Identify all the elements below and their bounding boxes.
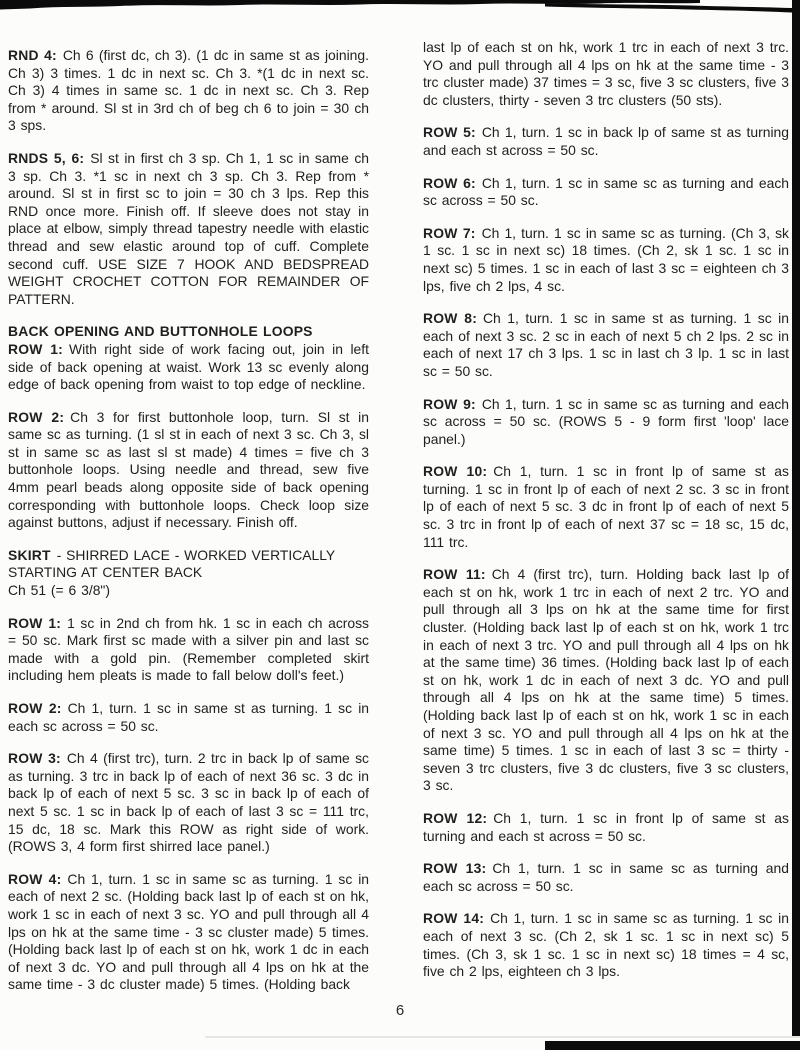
- para-skirt-row14: [423, 910, 789, 980]
- rnds5-6-text: Sl st in first ch 3 sp. Ch 1, 1 sc in same ch 3 sp. Ch 3. *1 sc in next ch 3 sp. Ch 3. Rep from * around. Sl st in first sc to join = 30 ch 3 lps. Rep this RND once more. Finish off. If sleeve does not stay in place at elbow, simply thread tapestry needle with elastic thread and sew elastic around top of cuff. Complete second cuff. USE SIZE 7 HOOK AND BEDSPREAD WEIGHT CROCHET COTTON FOR REMAINDER OF PATTERN.: [8, 149, 369, 307]
- skirt-row4-text: Ch 1, turn. 1 sc in same sc as turning. 1 sc in each of next 2 sc. (Holding back last lp of each st on hk, work 1 sc in each of next 3 sc. YO and pull through all 4 lps on hk at the same time - 3 sc cluster made) 5 times. (Holding back last lp of each st on hk, work 1 dc in each of next 3 dc. YO and pull through all 4 lps on hk at the same time - 3 dc cluster made) 5 times. (Holding back: [8, 870, 370, 993]
- skirt-row1-text: 1 sc in 2nd ch from hk. 1 sc in each ch across = 50 sc. Mark first sc made with a silver pin and last sc made with a gold pin. (Remember completed skirt including hem pleats is made to fall below doll's feet.): [8, 614, 370, 684]
- scan-artifact-right-edge: [792, 0, 800, 1037]
- skirt-row11-text: Ch 4 (first trc), turn. Holding back last lp of each st on hk, work 1 trc in each of next 2 trc. YO and pull through all 3 lps on hk at the same time for first cluster. (Holding back last lp of each st on hk, work 1 trc in each of next 3 trc. YO and pull through all 4 lps on hk at the same time) 36 times. (Holding back last lp of each st on hk, work 1 dc in each of next 3 dc. YO and pull through all 4 lps on hk at the same time) 5 times. (Holding back last lp of each st on hk, work 1 sc in each of next 3 sc. YO and pull through all 4 lps on hk at the same time) 5 times. 1 sc in each of last 3 sc = thirty - seven 3 trc clusters, five 3 dc clusters, five 3 sc clusters, 3 sc.: [423, 566, 790, 794]
- back-row2-label: ROW 2:: [8, 408, 65, 425]
- skirt-row1-label: ROW 1:: [8, 614, 62, 631]
- skirt-row2-text: Ch 1, turn. 1 sc in same st as turning. 1 sc in each sc across = 50 sc.: [8, 700, 370, 734]
- skirt-row5-label: ROW 5:: [423, 124, 476, 141]
- skirt-row9-text: Ch 1, turn. 1 sc in same sc as turning and each sc across = 50 sc. (ROWS 5 - 9 form first 'loop' lace panel.): [423, 395, 789, 447]
- para-rnds5-6: [8, 150, 369, 308]
- skirt-row4-continued-text: last lp of each st on hk, work 1 trc in each of next 3 trc. YO and pull through all 4 lps on hk at the same time - 3 trc cluster made) 37 times = 3 sc, five 3 sc clusters, five 3 dc clusters, thirty - seven 3 trc clusters (50 sts).: [423, 39, 789, 108]
- skirt-row6-text: Ch 1, turn. 1 sc in same sc as turning and each sc across = 50 sc.: [423, 174, 789, 209]
- skirt-row11-label: ROW 11:: [423, 566, 486, 583]
- skirt-row8-text: Ch 1, turn. 1 sc in same st as turning. 1 sc in each of next 3 sc. 2 sc in each of next 5 ch 2 lps. 2 sc in each of next 17 ch 3 lps. 1 sc in last ch 3 lp. 1 sc in last sc = 50 sc.: [423, 310, 789, 379]
- para-skirt-row4: [8, 871, 369, 994]
- left-column: [8, 47, 369, 1009]
- skirt-chain-count: Ch 51 (= 6 3/8"): [8, 582, 110, 599]
- para-rnd4: [8, 47, 369, 135]
- para-skirt-row3: [8, 750, 369, 856]
- section-heading-skirt: [8, 547, 369, 582]
- para-skirt-row11: [423, 566, 789, 795]
- para-skirt-row12: [423, 810, 789, 845]
- rnd4-label: RND 4:: [8, 47, 57, 63]
- rnds5-6-label: RNDS 5, 6:: [8, 149, 85, 166]
- para-skirt-row6: [423, 175, 789, 210]
- rnd4-text: Ch 6 (first dc, ch 3). (1 dc in same st as joining. Ch 3) 3 times. 1 dc in next sc. Ch 3. *(1 dc in next sc. Ch 3) 4 times in same sc. 1 dc in next sc. Ch 3. Rep from * around. Sl st in 3rd ch of beg ch 6 to join = 30 ch 3 sps.: [8, 47, 369, 134]
- skirt-row4-label: ROW 4:: [8, 870, 62, 887]
- para-skirt-row9: [423, 396, 789, 449]
- back-row1-text: With right side of work facing out, join in left side of back opening at waist. Work 13 sc evenly along edge of back opening from waist to top edge of neckline.: [8, 340, 369, 393]
- skirt-row10-label: ROW 10:: [423, 463, 488, 480]
- skirt-row12-label: ROW 12:: [423, 809, 488, 826]
- para-skirt-row4-continued: [423, 39, 789, 109]
- para-skirt-row10: [423, 463, 789, 551]
- skirt-row3-text: Ch 4 (first trc), turn. 2 trc in back lp of same sc as turning. 3 trc in back lp of each of next 36 sc. 3 dc in back lp of each of next 5 sc. 3 sc in back lp of each of next 5 sc. 1 sc in back lp of each of last 3 sc = 111 trc, 15 dc, 18 sc. Mark this ROW as right side of work. (ROWS 3, 4 form first shirred lace panel.): [8, 750, 369, 855]
- skirt-row7-label: ROW 7:: [423, 224, 476, 241]
- para-skirt-row8: [423, 310, 789, 380]
- skirt-row5-text: Ch 1, turn. 1 sc in back lp of same st as turning and each st across = 50 sc.: [423, 124, 789, 158]
- skirt-row10-text: Ch 1, turn. 1 sc in front lp of same st as turning. 1 sc in front lp of each of next 2 sc. 3 sc in front lp of each of next 5 sc. 3 dc in front lp of each of next 5 sc. 3 trc in front lp of each of next 37 sc = 18 sc, 15 dc, 111 trc.: [423, 463, 789, 550]
- skirt-row8-label: ROW 8:: [423, 310, 478, 327]
- skirt-heading-text: - SHIRRED LACE - WORKED VERTICALLY STARTING AT CENTER BACK: [8, 546, 335, 581]
- skirt-row12-text: Ch 1, turn. 1 sc in front lp of same st as turning and each st across = 50 sc.: [423, 809, 789, 844]
- skirt-row3-label: ROW 3:: [8, 750, 61, 767]
- para-skirt-row5: [423, 124, 789, 159]
- right-column: [423, 39, 789, 996]
- para-skirt-row7: [423, 225, 789, 295]
- skirt-heading-label: SKIRT: [8, 546, 51, 563]
- para-skirt-row1: [8, 615, 369, 685]
- back-row1-label: ROW 1:: [8, 340, 64, 357]
- section-heading-back-opening: BACK OPENING AND BUTTONHOLE LOOPS: [8, 323, 313, 340]
- para-back-row1: [8, 341, 369, 394]
- page-number: 6: [395, 1002, 405, 1019]
- para-skirt-row13: [423, 860, 789, 895]
- skirt-row7-text: Ch 1, turn. 1 sc in same sc as turning. (Ch 3, sk 1 sc. 1 sc in next sc) 18 times. (Ch 2, sk 1 sc. 1 sc in next sc) 5 times. 1 sc in each of last 3 sc = eighteen ch 3 lps, five ch 2 lps, 4 sc.: [423, 224, 789, 294]
- scan-artifact-top-edge: [0, 0, 792, 16]
- para-back-row2: [8, 409, 369, 532]
- skirt-row14-text: Ch 1, turn. 1 sc in same sc as turning. 1 sc in each of next 3 sc. (Ch 2, sk 1 sc. 1 sc in next sc) 5 times. (Ch 3, sk 1 sc. 1 sc in next sc) 18 times = 4 sc, five ch 2 lps, eighteen ch 3 lps.: [423, 910, 789, 980]
- skirt-row14-label: ROW 14:: [423, 910, 485, 927]
- scan-artifact-bottom-edge: [545, 1041, 800, 1050]
- scan-artifact-bottom-shadow: [205, 1036, 800, 1038]
- skirt-row2-label: ROW 2:: [8, 700, 62, 716]
- back-row2-text: Ch 3 for first buttonhole loop, turn. Sl st in same sc as turning. (1 sl st in each of next 3 sc. Ch 3, sl st in same sc as last sl st made) 4 times = five ch 3 buttonhole loops. Using needle and thread, sew five 4mm pearl beads along opposite side of back opening corresponding with buttonhole loops. Check loop size against buttons, adjust if necessary. Finish off.: [8, 408, 369, 531]
- skirt-row13-label: ROW 13:: [423, 860, 487, 877]
- skirt-row13-text: Ch 1, turn. 1 sc in same sc as turning and each sc across = 50 sc.: [423, 860, 789, 894]
- para-skirt-row2: [8, 700, 369, 735]
- skirt-row6-label: ROW 6:: [423, 174, 476, 191]
- skirt-row9-label: ROW 9:: [423, 395, 476, 412]
